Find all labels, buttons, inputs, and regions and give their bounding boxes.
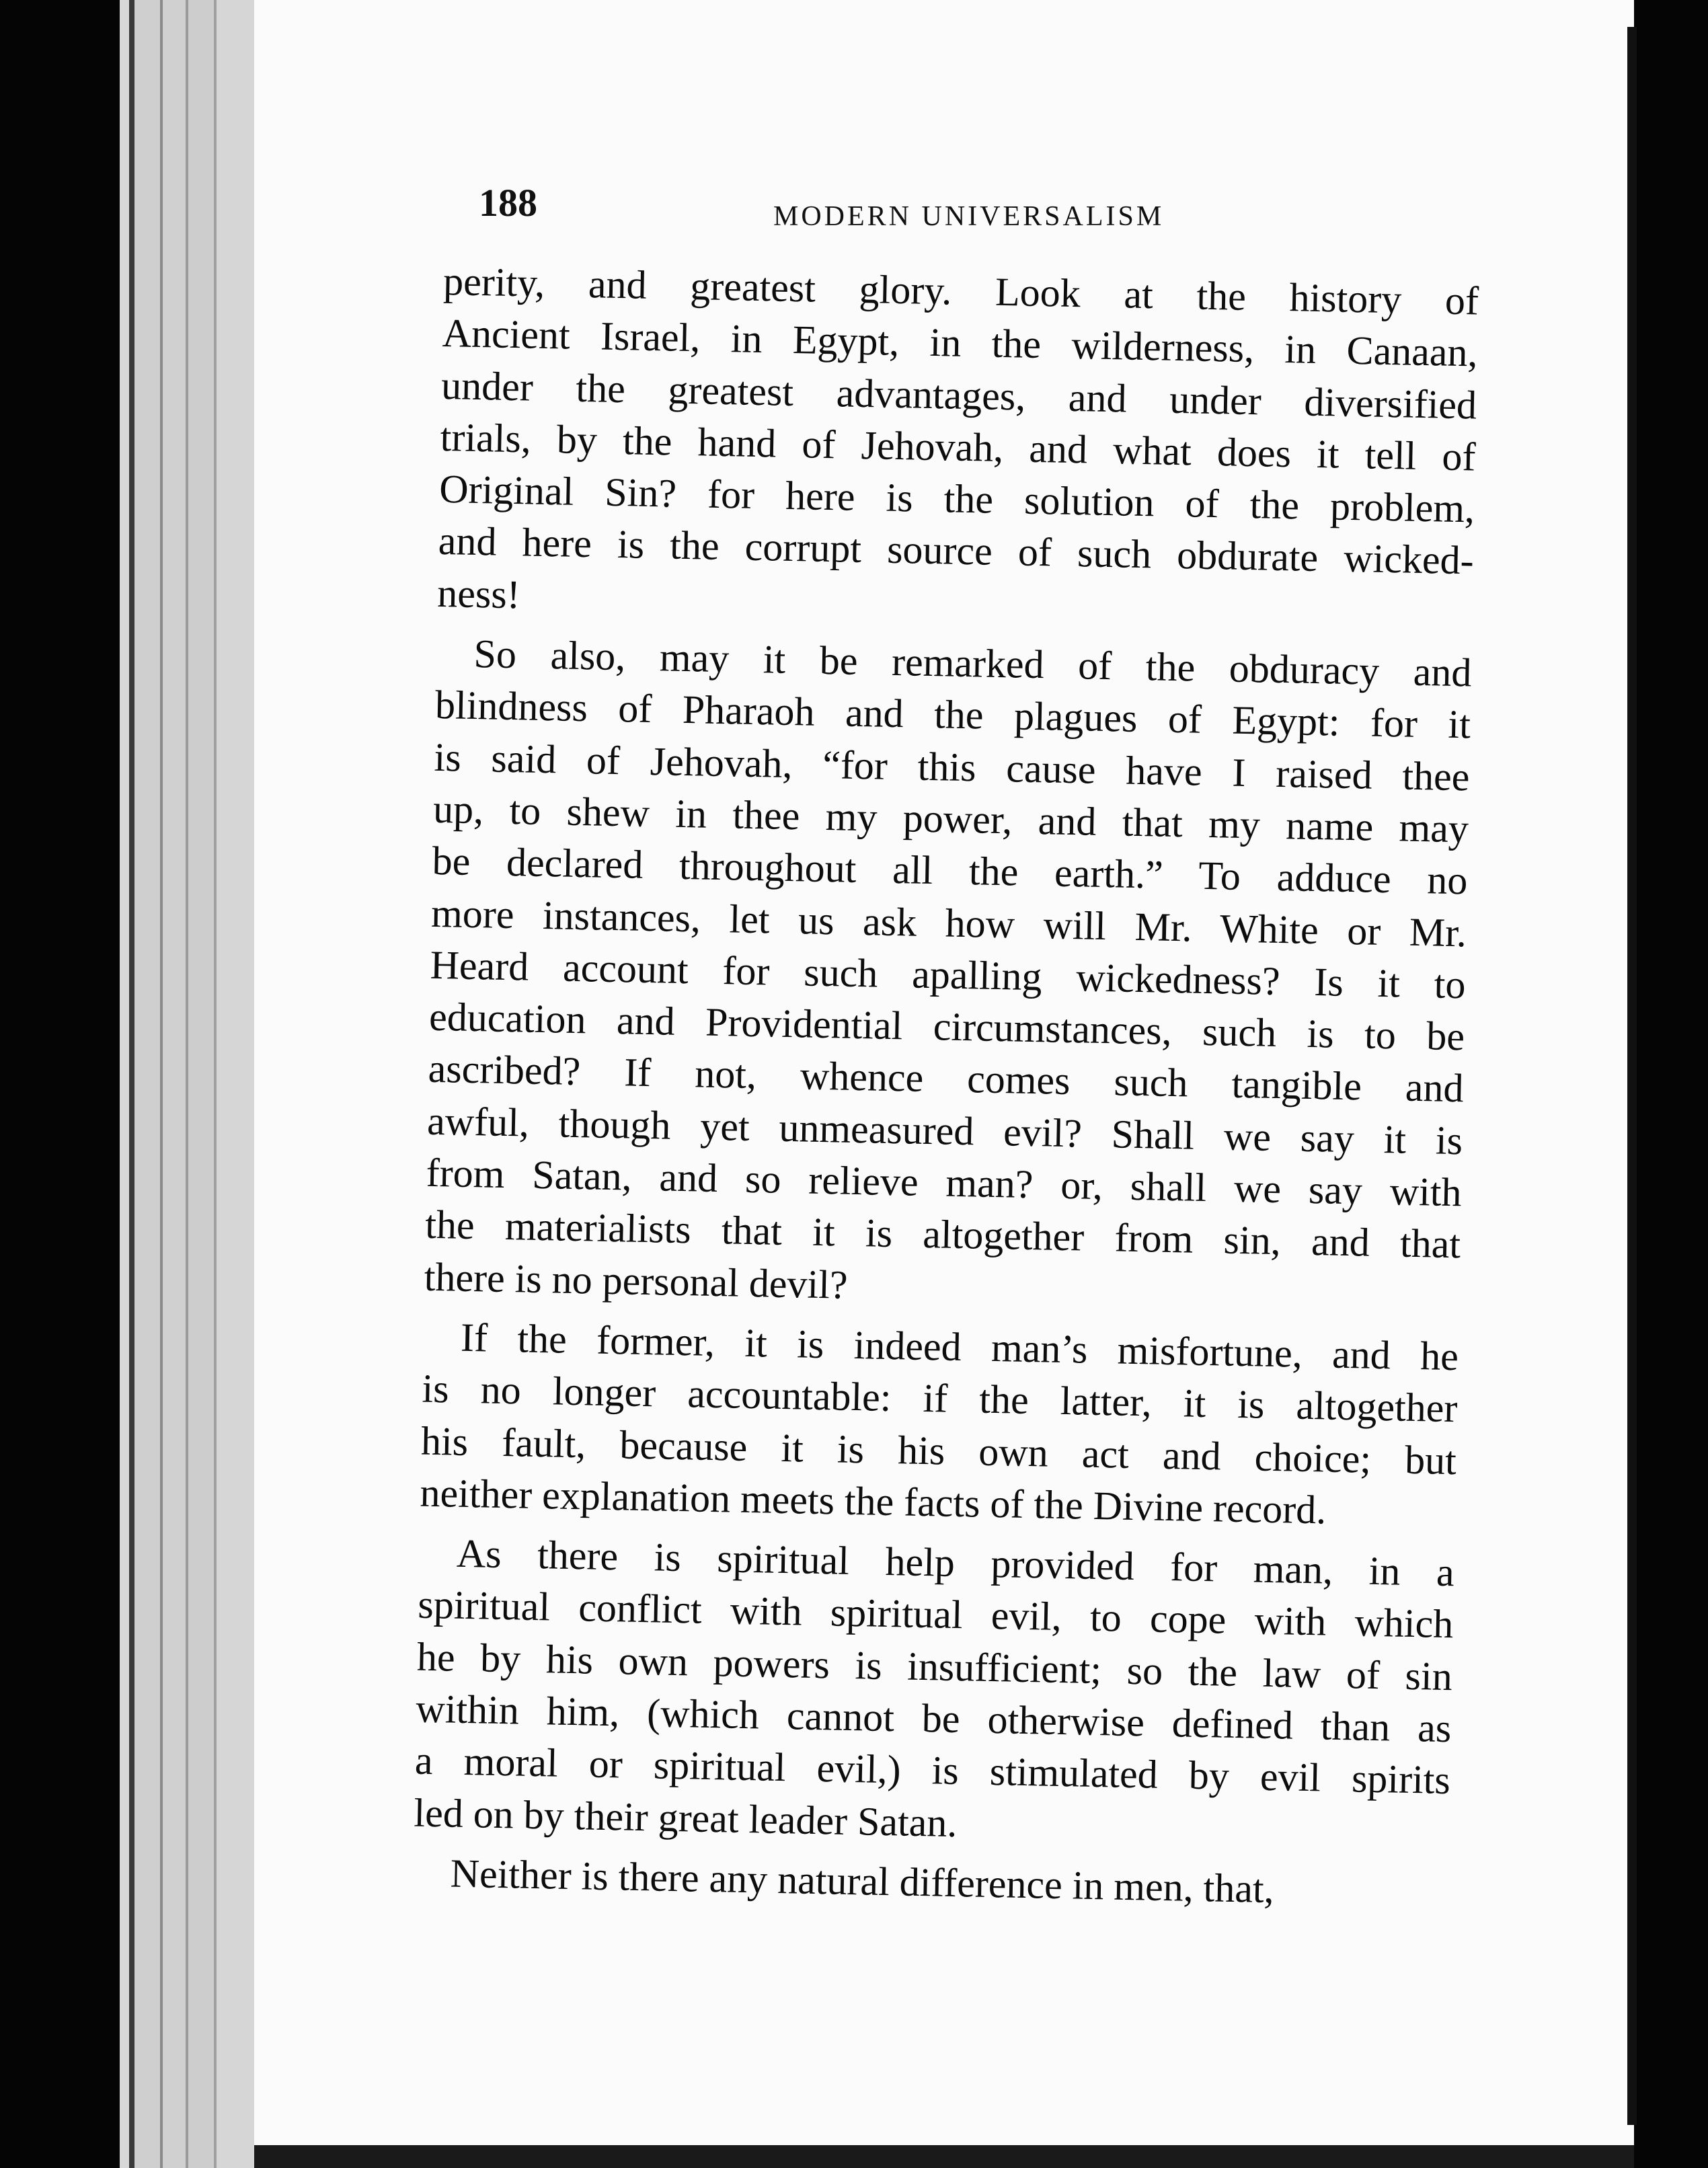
text-line: more instances, let us ask how will Mr. White or Mr. — [430, 890, 1467, 955]
page-number: 188 — [479, 181, 537, 225]
text-line: neither explanation meets the facts of the Divine record. — [420, 1470, 1327, 1533]
paragraph — [414, 1527, 1455, 1859]
bottom-shadow — [254, 2145, 1634, 2168]
body-text — [412, 256, 1479, 1927]
text-line: Neither is there any natural difference in men, that, — [450, 1851, 1275, 1912]
text-line: led on by their great leader Satan. — [413, 1790, 958, 1845]
text-line: within him, (which cannot be otherwise defined than as — [415, 1686, 1452, 1751]
text-line: there is no personal devil? — [424, 1254, 849, 1307]
page-gutter-edge — [1627, 27, 1637, 2125]
text-line: spiritual conflict with spiritual evil, to cope with which — [417, 1582, 1454, 1647]
text-line: perity, and greatest glory. Look at the history of — [442, 258, 1479, 323]
text-line: from Satan, and so relieve man? or, shall we say with — [426, 1150, 1463, 1215]
text-line: awful, though yet unmeasured evil? Shall we say it is — [426, 1098, 1463, 1163]
text-line: and here is the corrupt source of such obdurate wicked- — [438, 518, 1475, 583]
text-line: the materialists that it is altogether from sin, and that — [424, 1202, 1461, 1267]
text-line: trials, by the hand of Jehovah, and what does it tell of — [440, 414, 1477, 479]
text-line: be declared throughout all the earth.” To adduce no — [432, 839, 1469, 903]
text-line: education and Providential circumstances, such is to be — [428, 994, 1465, 1059]
text-line: blindness of Pharaoh and the plagues of Egypt: for it — [434, 683, 1471, 747]
text-line: Original Sin? for here is the solution of the problem, — [438, 467, 1475, 531]
text-line: ascribed? If not, whence comes such tangible and — [428, 1046, 1465, 1111]
text-line: under the greatest advantages, and under diversified — [440, 362, 1477, 428]
text-line: ness! — [436, 570, 521, 617]
text-line: So also, may it be remarked of the obduracy and — [473, 631, 1473, 695]
text-line: If the former, it is indeed man’s misfortune, and he — [460, 1315, 1459, 1379]
text-line: is said of Jehovah, “for this cause have I raised thee — [434, 734, 1471, 800]
paragraph — [412, 1847, 1448, 1919]
paragraph — [437, 256, 1479, 640]
text-line: Heard account for such apalling wickedness? Is it to — [430, 942, 1467, 1007]
text-line: up, to shew in thee my power, and that my name may — [432, 786, 1469, 851]
paragraph — [424, 627, 1472, 1323]
text-line: his fault, because it is his own act and choice; but — [420, 1418, 1457, 1483]
running-head: MODERN UNIVERSALISM — [773, 201, 1165, 232]
page-edges — [120, 0, 261, 2168]
text-line: a moral or spiritual evil,) is stimulated by evil spirits — [414, 1738, 1451, 1803]
paragraph — [420, 1311, 1459, 1539]
text-line: he by his own powers is insufficient; so the law of sin — [416, 1634, 1453, 1699]
text-line: As there is spiritual help provided for man, in a — [456, 1531, 1455, 1595]
text-line: Ancient Israel, in Egypt, in the wilderness, in Canaan, — [442, 311, 1479, 375]
text-line: is no longer accountable: if the latter, it is altogether — [422, 1366, 1458, 1431]
